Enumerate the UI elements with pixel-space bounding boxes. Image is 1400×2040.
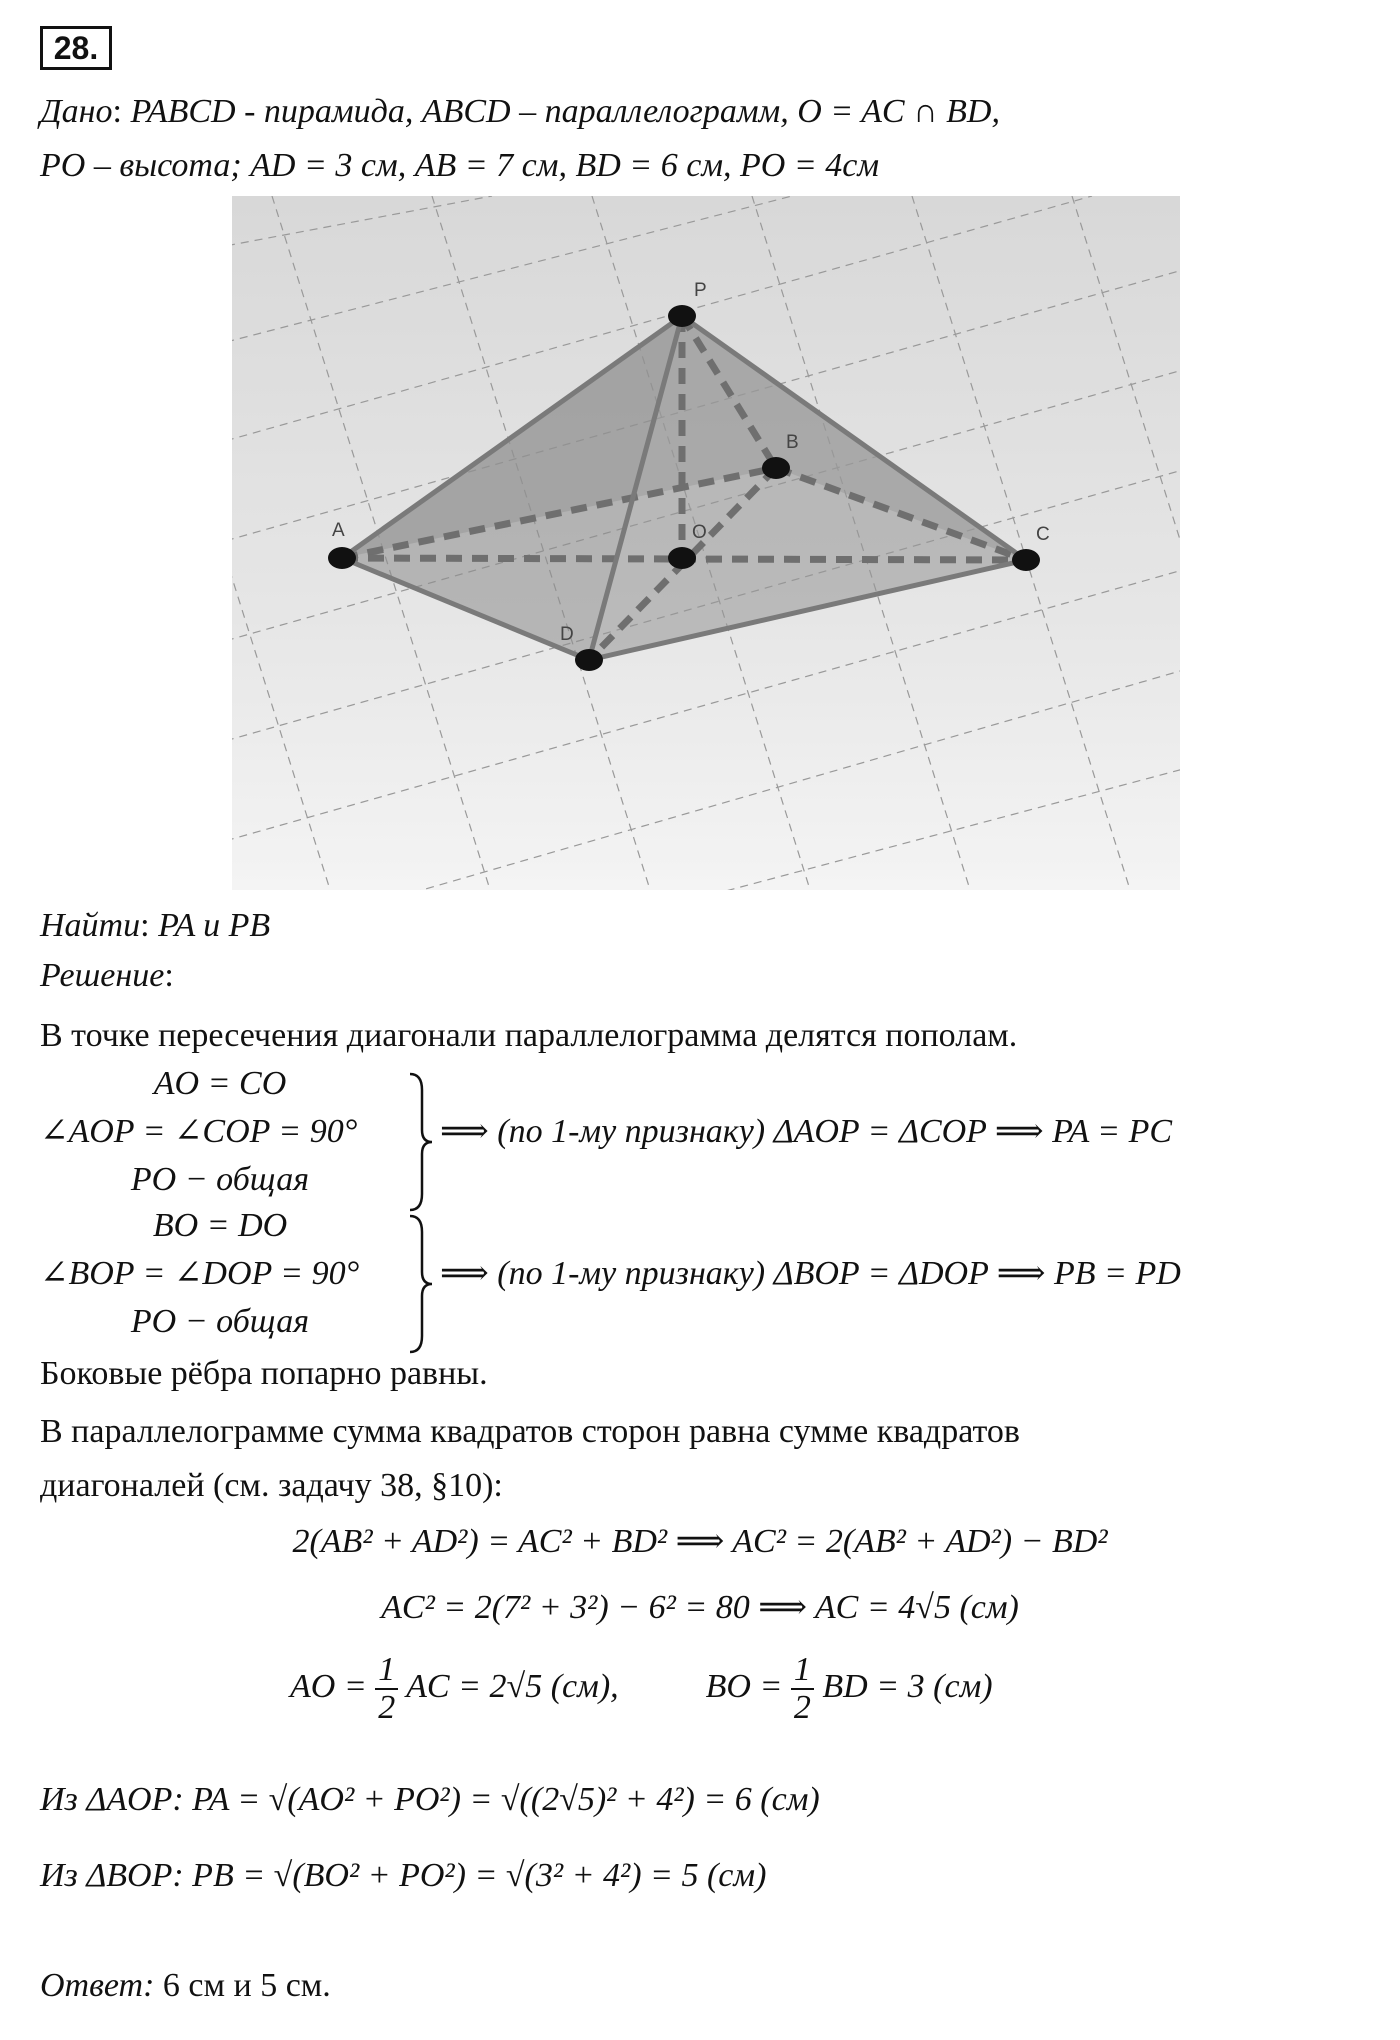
formula-2: AC² = 2(7² + 3²) − 6² = 80 ⟹ AC = 4√5 (см) (381, 1589, 1019, 1626)
point-d (575, 649, 603, 671)
solution-label: Решение (40, 957, 165, 994)
label-d: D (560, 624, 574, 645)
brace-1 (408, 1072, 434, 1212)
answer-label: Ответ: (40, 1967, 155, 2004)
solution-line: Решение: (40, 957, 174, 994)
label-b: B (786, 432, 799, 453)
statement-2: Боковые рёбра попарно равны. (40, 1355, 488, 1392)
fraction-2-numerator: 1 (791, 1652, 814, 1690)
given-text-1: PABCD - пирамида, ABCD – параллелограмм, O = AC ∩ BD, (130, 93, 1000, 130)
fraction-half-2 (791, 1652, 814, 1726)
problem-number: 28. (40, 26, 112, 70)
label-c: C (1036, 524, 1050, 545)
formula-3-bo-left: BO = (705, 1668, 783, 1705)
given-line-2: PO – высота; AD = 3 см, AB = 7 см, BD = 6 см, PO = 4см (40, 147, 880, 184)
find-label: Найти (40, 907, 141, 944)
label-a: A (332, 520, 345, 541)
pyramid-figure (232, 196, 1180, 890)
formula-3 (290, 1642, 993, 1732)
point-c (1012, 549, 1040, 571)
system1-row3: PO − общая (130, 1161, 310, 1198)
point-o (668, 547, 696, 569)
label-p: P (694, 280, 707, 301)
fraction-half-1 (375, 1652, 398, 1726)
fraction-2-denominator: 2 (793, 1689, 811, 1727)
system2-row1: BO = DO (152, 1207, 288, 1244)
statement-3: В параллелограмме сумма квадратов сторон равна сумме квадратов (40, 1413, 1020, 1450)
system1-row2: ∠AOP = ∠COP = 90° (40, 1113, 358, 1150)
point-b (762, 457, 790, 479)
fraction-1-numerator: 1 (375, 1652, 398, 1690)
brace-2 (408, 1214, 434, 1354)
formula-1: 2(AB² + AD²) = AC² + BD² ⟹ AC² = 2(AB² + AD²) − BD² (292, 1523, 1108, 1560)
statement-1: В точке пересечения диагонали параллелограмма делятся пополам. (40, 1017, 1018, 1054)
given-label: Дано (40, 93, 113, 130)
formula-3-ao-left: AO = (290, 1668, 367, 1705)
find-text: PA и PB (158, 907, 271, 944)
formula-5: Из ΔBOP: PB = √(BO² + PO²) = √(3² + 4²) = 5 (см) (40, 1857, 767, 1894)
system2-row3: PO − общая (130, 1303, 310, 1340)
given-line-1: Дано: PABCD - пирамида, ABCD – параллелограмм, O = AC ∩ BD, (40, 93, 1000, 130)
find-line: Найти: PA и PB (40, 907, 271, 944)
system2-row2: ∠BOP = ∠DOP = 90° (40, 1255, 360, 1292)
point-a (328, 547, 356, 569)
label-o: O (692, 522, 707, 543)
system2-conclusion: ⟹ (по 1-му признаку) ΔBOP = ΔDOP ⟹ PB = PD (440, 1255, 1181, 1292)
statement-4: диагоналей (см. задачу 38, §10): (40, 1467, 503, 1504)
answer-line (40, 1966, 331, 2006)
answer-text: 6 см и 5 см. (162, 1967, 331, 2004)
fraction-1-denominator: 2 (378, 1689, 396, 1727)
formula-4: Из ΔAOP: PA = √(AO² + PO²) = √((2√5)² + 4²) = 6 (см) (40, 1781, 820, 1818)
system1-row1: AO = CO (153, 1065, 287, 1102)
formula-3-bo-right: BD = 3 (см) (822, 1668, 993, 1705)
system1-conclusion: ⟹ (по 1-му признаку) ΔAOP = ΔCOP ⟹ PA = PC (440, 1113, 1173, 1150)
point-p (668, 305, 696, 327)
formula-3-ao-right: AC = 2√5 (см), (406, 1668, 619, 1705)
